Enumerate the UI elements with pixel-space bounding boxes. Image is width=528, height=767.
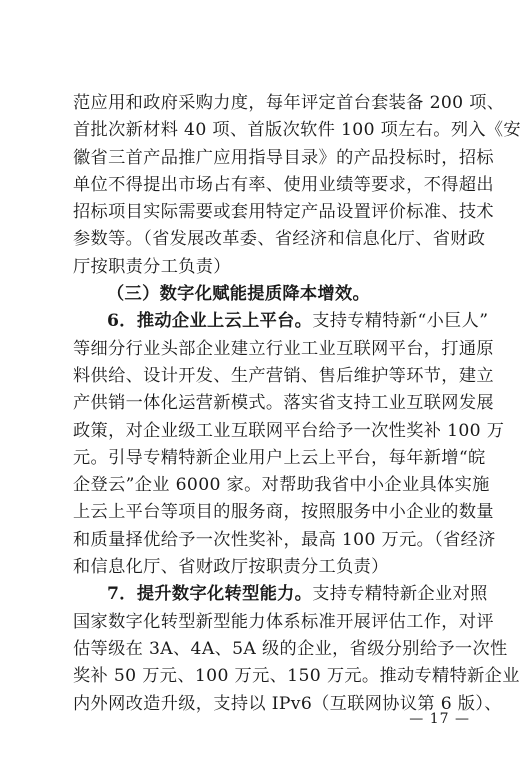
text-line: 首批次新材料 40 项、首版次软件 100 项左右。列入《安 xyxy=(73,120,521,141)
document-body xyxy=(73,90,521,718)
text-line: 企登云”企业 6000 家。对帮助我省中小企业具体实施 xyxy=(73,475,490,496)
text-line: 单位不得提出市场占有率、使用业绩等要求，不得超出 xyxy=(73,174,494,195)
text-line: 范应用和政府采购力度，每年评定首台套装备 200 项、 xyxy=(73,93,505,113)
text-line: 和质量择优给予一次性奖补，最高 100 万元。（省经济 xyxy=(73,529,496,550)
text-line: 参数等。（省发展改革委、省经济和信息化厅、省财政 xyxy=(73,229,486,250)
text-line: 等细分行业头部企业建立行业工业互联网平台，打通原 xyxy=(73,338,494,359)
text-line: 内外网改造升级，支持以 IPv6（互联网协议第 6 版）、 xyxy=(73,693,502,714)
text-line: 奖补 50 万元、100 万元、150 万元。推动专精特新企业 xyxy=(73,666,520,687)
text-line: 国家数字化转型新型能力体系标准开展评估工作，对评 xyxy=(73,611,494,632)
text-line: 上云上平台等项目的服务商，按照服务中小企业的数量 xyxy=(73,502,494,523)
paragraph-1 xyxy=(73,90,521,281)
item-7-paragraph xyxy=(73,581,520,717)
text-line: 估等级在 3A、4A、5A 级的企业，省级分别给予一次性 xyxy=(73,638,508,659)
text-line: 厅按职责分工负责） xyxy=(73,256,231,277)
item-6-first-line-rest: 支持专精特新“小巨人” xyxy=(312,311,489,332)
item-6-paragraph xyxy=(73,308,505,581)
text-line: 产供销一体化运营新模式。落实省支持工业互联网发展 xyxy=(73,393,494,414)
item-7-first-line-rest: 支持专精特新企业对照 xyxy=(312,584,488,605)
text-line: 徽省三首产品推广应用指导目录》的产品投标时，招标 xyxy=(73,147,494,168)
section-heading: （三）数字化赋能提质降本增效。 xyxy=(107,284,371,305)
item-6-lead: 6．推动企业上云上平台。 xyxy=(107,311,313,332)
item-7-first-line xyxy=(73,581,488,608)
page-number: — 17 — xyxy=(409,711,470,727)
text-line: 招标项目实际需要或套用特定产品设置评价标准、技术 xyxy=(73,202,494,223)
text-line: 和信息化厅、省财政厅按职责分工负责） xyxy=(73,557,389,578)
text-line: 政策，对企业级工业互联网平台给予一次性奖补 100 万 xyxy=(73,420,505,441)
text-line: 元。引导专精特新企业用户上云上平台，每年新增“皖 xyxy=(73,447,486,468)
item-6-first-line xyxy=(73,308,489,335)
item-7-lead: 7．提升数字化转型能力。 xyxy=(107,584,313,605)
text-line: 料供给、设计开发、生产营销、售后维护等环节，建立 xyxy=(73,365,494,386)
